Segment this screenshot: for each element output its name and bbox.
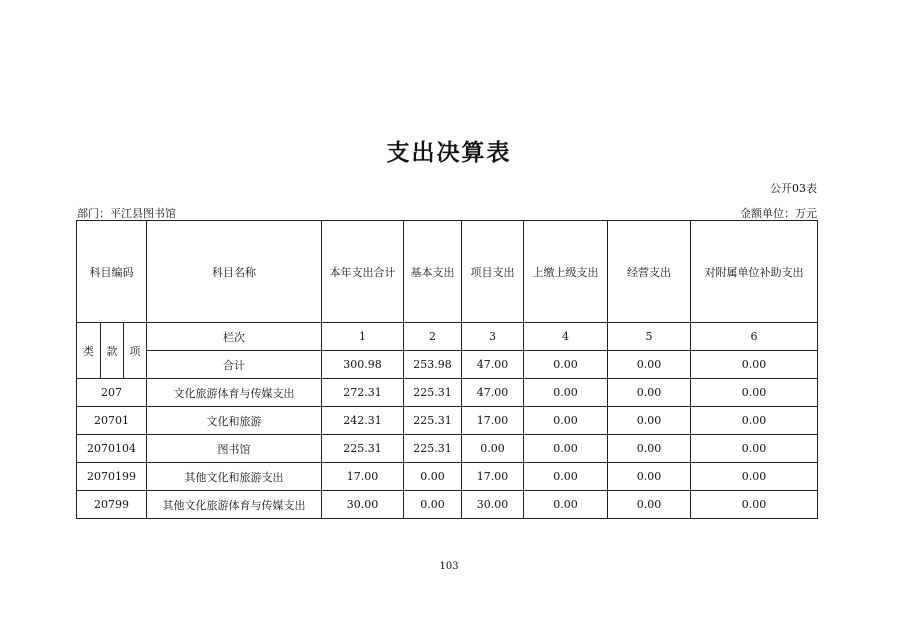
total-value: 0.00	[524, 351, 608, 379]
header-total: 本年支出合计	[322, 221, 404, 323]
row-value: 0.00	[524, 379, 608, 407]
total-value: 0.00	[691, 351, 818, 379]
col-num: 3	[462, 323, 524, 351]
col-num: 6	[691, 323, 818, 351]
row-value: 0.00	[691, 407, 818, 435]
row-value: 0.00	[608, 491, 691, 519]
total-value: 47.00	[462, 351, 524, 379]
row-value: 0.00	[524, 435, 608, 463]
col-num: 5	[608, 323, 691, 351]
header-basic: 基本支出	[404, 221, 462, 323]
row-value: 30.00	[322, 491, 404, 519]
department-label: 部门：平江县图书馆	[77, 207, 176, 220]
row-name: 文化和旅游	[147, 407, 322, 435]
sub-header-kuan: 款	[101, 323, 124, 379]
page-title: 支出决算表	[386, 140, 512, 166]
table-row	[77, 435, 818, 463]
table-row	[77, 463, 818, 491]
expenditure-table	[76, 220, 818, 519]
header-name: 科目名称	[147, 221, 322, 323]
table-row	[77, 407, 818, 435]
row-value: 0.00	[691, 491, 818, 519]
total-label: 合计	[147, 351, 322, 379]
header-code: 科目编码	[77, 221, 147, 323]
row-value: 225.31	[404, 407, 462, 435]
row-value: 225.31	[404, 435, 462, 463]
col-num: 4	[524, 323, 608, 351]
row-value: 0.00	[691, 435, 818, 463]
col-row-label: 栏次	[147, 323, 322, 351]
sub-header-xiang: 项	[124, 323, 147, 379]
row-value: 242.31	[322, 407, 404, 435]
row-value: 0.00	[404, 463, 462, 491]
header-row	[77, 221, 818, 323]
unit-label: 金额单位：万元	[740, 207, 817, 220]
header-subsidy: 对附属单位补助支出	[691, 221, 818, 323]
row-value: 0.00	[524, 463, 608, 491]
col-num: 2	[404, 323, 462, 351]
page-number: 103	[439, 561, 459, 572]
row-name: 其他文化和旅游支出	[147, 463, 322, 491]
row-code: 2070199	[77, 463, 147, 491]
sub-header-lei: 类	[77, 323, 101, 379]
row-value: 0.00	[608, 463, 691, 491]
row-code: 20799	[77, 491, 147, 519]
row-value: 225.31	[322, 435, 404, 463]
form-id: 公开03表	[770, 182, 817, 195]
row-value: 225.31	[404, 379, 462, 407]
row-value: 0.00	[524, 407, 608, 435]
row-value: 17.00	[462, 407, 524, 435]
row-value: 17.00	[322, 463, 404, 491]
row-name: 图书馆	[147, 435, 322, 463]
row-value: 0.00	[608, 379, 691, 407]
col-num: 1	[322, 323, 404, 351]
total-value: 253.98	[404, 351, 462, 379]
row-value: 0.00	[691, 463, 818, 491]
header-business: 经营支出	[608, 221, 691, 323]
table-row	[77, 491, 818, 519]
row-name: 文化旅游体育与传媒支出	[147, 379, 322, 407]
row-value: 17.00	[462, 463, 524, 491]
total-row	[77, 351, 818, 379]
total-value: 300.98	[322, 351, 404, 379]
header-project: 项目支出	[462, 221, 524, 323]
row-code: 2070104	[77, 435, 147, 463]
row-value: 0.00	[462, 435, 524, 463]
row-value: 0.00	[691, 379, 818, 407]
row-value: 30.00	[462, 491, 524, 519]
row-value: 272.31	[322, 379, 404, 407]
row-code: 20701	[77, 407, 147, 435]
table-row	[77, 379, 818, 407]
header-upper: 上缴上级支出	[524, 221, 608, 323]
row-value: 0.00	[608, 435, 691, 463]
row-value: 0.00	[608, 407, 691, 435]
row-name: 其他文化旅游体育与传媒支出	[147, 491, 322, 519]
column-number-row	[77, 323, 818, 351]
row-code: 207	[77, 379, 147, 407]
total-value: 0.00	[608, 351, 691, 379]
row-value: 0.00	[524, 491, 608, 519]
row-value: 47.00	[462, 379, 524, 407]
row-value: 0.00	[404, 491, 462, 519]
